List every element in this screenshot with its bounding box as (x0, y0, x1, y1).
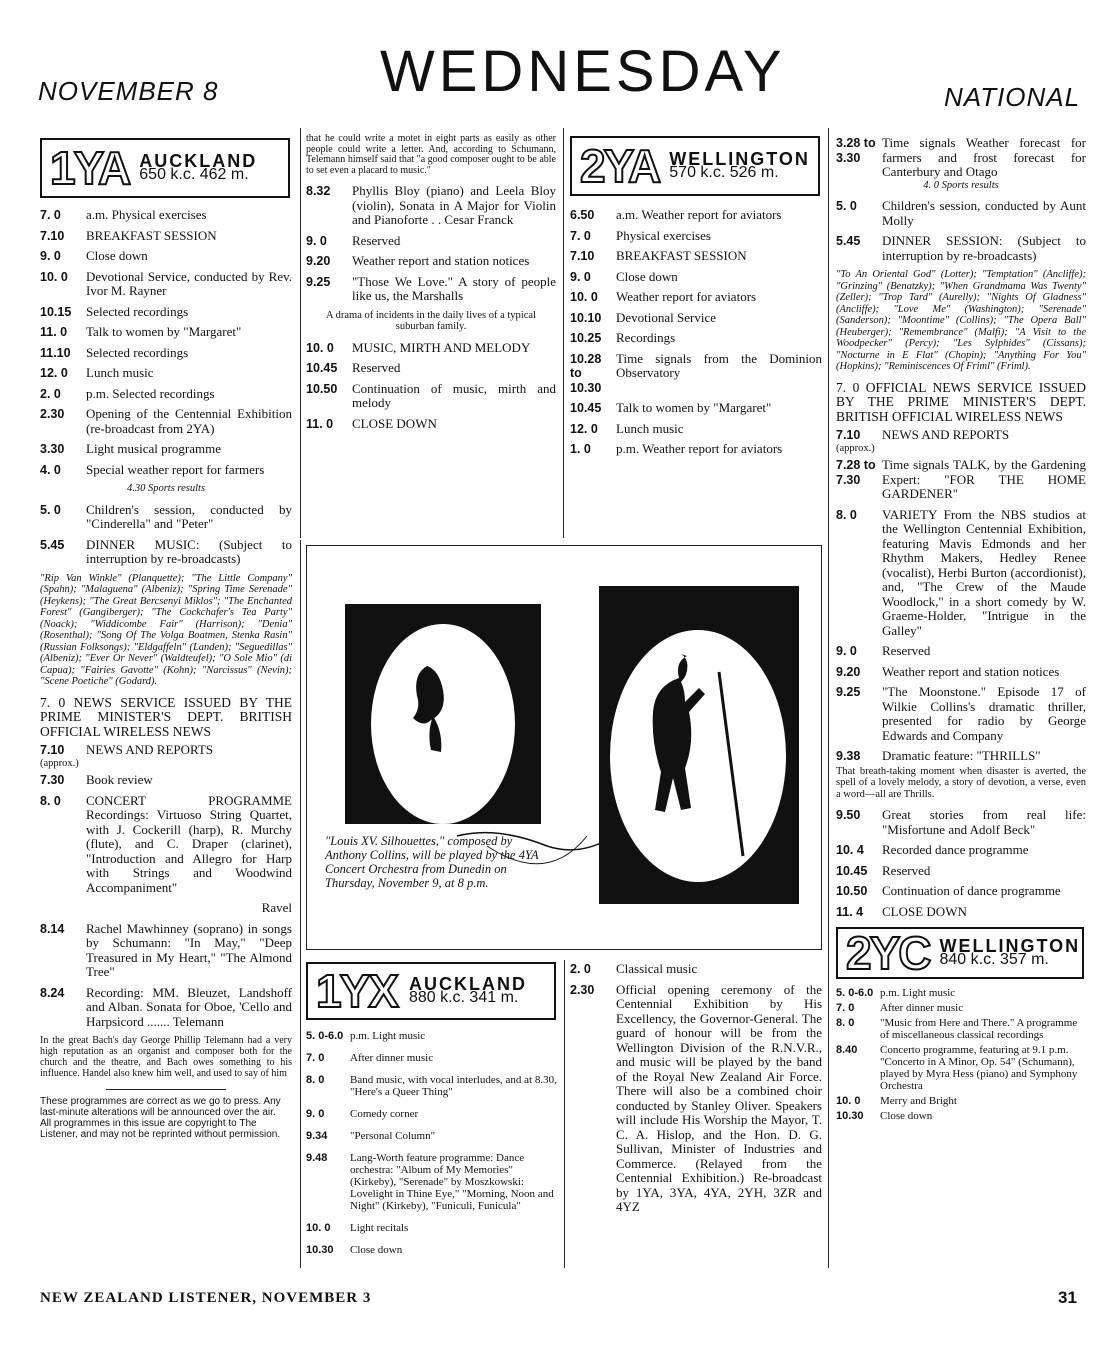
programme-time: 10.45 (570, 401, 602, 415)
programme-item (836, 884, 1086, 899)
bach-note: In the great Bach's day George Phillip Telemann had a very high reputation as an organist and composer both for the church and the theatre, and Bach owes something to his influence. Handel also knew him well, and used to say of him (40, 1035, 292, 1079)
programme-time: 10.30 (306, 1244, 334, 1256)
programme-time: 10. 0 (306, 340, 334, 355)
programme-description: Close down (616, 268, 678, 284)
programme-description: Weather report and station notices (352, 253, 530, 268)
news-service: 7. 0 OFFICIAL NEWS SERVICE ISSUED BY THE PRIME MINISTER'S DEPT. BRITISH OFFICIAL WIRELESS NEWS (836, 379, 1086, 424)
programme-item (836, 749, 1086, 764)
programme-item (306, 1074, 558, 1098)
footer-publication: NEW ZEALAND LISTENER, NOVEMBER 3 (40, 1290, 372, 1306)
programme-item (836, 864, 1086, 879)
programme-item (836, 1095, 1086, 1107)
programme-description: Recording: MM. Bleuzet, Landshoff and Alban. Sonata for Oboe, 'Cello and Harpsicord ....... Telemann (86, 984, 292, 1029)
programme-time: 9.38 (836, 749, 861, 763)
programme-time: 8. 0 (306, 1074, 325, 1086)
programme-time: 8. 0 (836, 1017, 855, 1029)
programme-description: Phyllis Bloy (piano) and Leela Bloy (violin), Sonata in A Major for Violin and Pianoforte . . Cesar Franck (352, 183, 556, 227)
programme-description: "Music from Here and There." A programme of miscellaneous classical recordings (880, 1017, 1078, 1041)
programme-time: 12. 0 (40, 366, 68, 380)
station-frequency: 840 k.c. 357 m. (939, 951, 1049, 968)
programme-item (40, 366, 292, 381)
programme-time: 12. 0 (570, 421, 598, 436)
programme-description: Rachel Mawhinney (soprano) in songs by Schumann: "In May," "Deep Treasured in My Heart," "The Almond Tree" (86, 920, 292, 979)
programme-time: 9.20 (836, 664, 861, 679)
programme-time: 10. 0 (836, 1095, 861, 1107)
programme-description: BREAKFAST SESSION (86, 227, 217, 243)
programme-description: Reserved (352, 360, 401, 375)
programme-description: DINNER SESSION: (Subject to interruption by re-broadcasts) (882, 233, 1086, 263)
station-box-1ya (40, 138, 290, 198)
programme-description: Selected recordings (86, 344, 189, 360)
programme-time: 9.48 (306, 1152, 328, 1164)
programme-description: NEWS AND REPORTS (882, 427, 1010, 442)
programme-description: Reserved (882, 643, 931, 658)
programme-time: 10.28 to 10.30 (570, 351, 602, 395)
programme-item (40, 407, 292, 436)
programme-item (40, 346, 292, 361)
programme-item (40, 229, 292, 244)
footnote-correct: These programmes are correct as we go to press. Any last-minute alterations will be announced over the air. (40, 1096, 281, 1118)
programme-description: CLOSE DOWN (882, 903, 967, 919)
programme-description: After dinner music (350, 1052, 434, 1064)
telemann-note: that he could write a motet in eight parts as easily as other people could write a letter. And, according to Schumann, Telemann himself said that "a good composer ought to be able to set even a placard to music." (306, 133, 556, 176)
programme-time (40, 901, 86, 916)
page-number: 31 (1058, 1288, 1077, 1307)
programme-description: a.m. Weather report for aviators (616, 207, 782, 222)
programme-item (40, 794, 292, 896)
programme-time: 10. 0 (40, 269, 68, 284)
station-name: WELLINGTON (669, 148, 810, 169)
programme-time: 5.45 (40, 537, 65, 552)
programme-item (836, 644, 1086, 659)
programme-item (836, 665, 1086, 680)
station-logo: 1YX (316, 965, 397, 1017)
programme-description: Reserved (352, 232, 401, 248)
programme-time: 10.10 (570, 310, 602, 325)
illustration-caption: "Louis XV. Silhouettes," composed by Anthony Collins, will be played by the 4YA Concert Orchestra from Dunedin on Thursday, November 9, at 8 p.m. (325, 834, 539, 890)
programme-item (836, 458, 1086, 502)
programme-time: 8.32 (306, 184, 331, 198)
programme-description: "The Moonstone." Episode 17 of Wilkie Collins's dramatic thriller, presented for radio by George Edwards and Company (882, 684, 1086, 743)
programme-item (836, 808, 1086, 837)
station-logo: 2YC (846, 927, 930, 979)
programme-item (40, 743, 292, 758)
programme-item (836, 1044, 1086, 1092)
footnote-copyright: All programmes in this issue are copyright to The Listener, and may not be reprinted without permission. (40, 1118, 281, 1140)
programme-item (570, 983, 822, 1215)
programme-description: Official opening ceremony of the Centennial Exhibition by His Excellency, the Governor-General. The guard of honour will be from the Wellington Division of the R.N.V.R., and music will be played by the band of the Royal New Zealand Air Force. There will also be a combined choir conducted by Stanley Oliver. Speakers will include His Worship the Mayor, T. C. A. Hislop, and the Hon. D. G. Sullivan, Minister of Industries and Commerce. (Relayed from the Centennial Exhibition.) Re-broadcast by 1YA, 3YA, 4YA, 2YH, 3ZR and 4YZ (616, 981, 822, 1214)
programme-time: 11. 0 (40, 325, 68, 339)
approx-label: (approx.) (40, 757, 79, 769)
programme-time: 9. 0 (306, 1108, 325, 1120)
column-1ya-continued (306, 132, 556, 437)
programme-description: Recorded dance programme (882, 842, 1029, 857)
station-box-2ya (570, 136, 820, 196)
programme-description: Ravel (261, 900, 292, 915)
programme-time: 9.34 (306, 1130, 328, 1142)
programme-time: 8.14 (40, 921, 65, 936)
programme-time: 9. 0 (570, 269, 591, 284)
programme-item (40, 922, 292, 980)
programme-description: Devotional Service, conducted by Rev. Ivor M. Rayner (86, 268, 292, 298)
programme-time: 10.25 (570, 331, 602, 345)
programme-time: 9.25 (306, 274, 331, 289)
column-rule (300, 540, 301, 1268)
programme-item (570, 331, 822, 346)
programme-time: 10.15 (40, 304, 72, 319)
programme-description: Children's session, conducted by Aunt Molly (882, 198, 1086, 228)
station-frequency: 880 k.c. 341 m. (408, 989, 519, 1006)
column-1yx-auckland (40, 138, 292, 1140)
programme-time: 9. 0 (40, 249, 61, 263)
programme-description: Light recitals (350, 1222, 409, 1234)
sports-results: 4. 0 Sports results (923, 179, 999, 191)
programme-item (570, 352, 822, 396)
programme-description: Close down (86, 248, 148, 263)
drama-note: A drama of incidents in the daily lives of a typical suburban family. (326, 309, 536, 332)
programme-item (306, 1030, 558, 1042)
programme-description: Recordings (616, 330, 676, 345)
programme-time: 7. 0 (40, 208, 61, 222)
programme-description: Time signals Weather forecast for farmers and frost forecast for Canterbury and Otago (882, 135, 1086, 179)
programme-item (306, 382, 556, 411)
programme-description: Selected recordings (86, 303, 189, 319)
programme-item (570, 249, 822, 264)
column-rule (300, 128, 301, 538)
programme-time: 11. 4 (836, 904, 864, 919)
programme-item (836, 428, 1086, 443)
programme-time: 5. 0-6.0 (306, 1030, 344, 1042)
programme-time: 9. 0 (836, 644, 857, 658)
programme-item (306, 1244, 558, 1256)
programme-time: 3.30 (40, 442, 65, 456)
programme-description: CONCERT PROGRAMME Recordings: Virtuoso String Quartet, with J. Cockerill (harp), R. Murchy (flute), and C. Draper (clarinet), "Introduction and Allegro for Harp with Strings and Woodwind Accompaniment" (86, 792, 292, 895)
station-frequency: 570 k.c. 526 m. (669, 164, 779, 181)
news-service: 7. 0 NEWS SERVICE ISSUED BY THE PRIME MINISTER'S DEPT. BRITISH OFFICIAL WIRELESS NEWS (40, 694, 292, 739)
programme-item (570, 311, 822, 326)
divider (106, 1089, 226, 1090)
station-name: AUCKLAND (139, 150, 258, 171)
programme-time: 2. 0 (40, 386, 61, 401)
programme-item (306, 1152, 558, 1212)
programme-item (40, 325, 292, 340)
approx-label: (approx.) (836, 442, 875, 454)
programme-item (836, 685, 1086, 743)
programme-description: Continuation of dance programme (882, 883, 1061, 898)
programme-description: Close down (880, 1110, 933, 1122)
programme-description: Time signals from the Dominion Observatory (616, 350, 822, 380)
column-2ya-afternoon (570, 962, 822, 1221)
programme-item (836, 1110, 1086, 1122)
programme-description: Lunch music (616, 420, 684, 436)
programme-item (570, 442, 822, 457)
programme-time: 9.50 (836, 808, 861, 822)
programme-description: p.m. Light music (350, 1030, 426, 1042)
programme-description: Weather report for aviators (616, 289, 757, 304)
programme-time: 7.10 (836, 428, 861, 442)
programme-item (836, 843, 1086, 858)
programme-time: 3.28 to 3.30 (836, 136, 876, 165)
programme-item (40, 773, 292, 788)
programme-description: CLOSE DOWN (352, 415, 437, 431)
programme-item (306, 1052, 558, 1064)
dinner-music-list: "Rip Van Winkle" (Planquette); "The Little Company" (Spahn); "Malaguena" (Albeniz); "Spring Time Serenade" (Heykens); "The Great Bercsenyi Miklos"; "The Enchanted Forest" (Gangiberger); "The Cockchafer's Tea Party" (Noack); "Widdicombe Fair" (Harrison); "Denia" (Rosenthal); "Song Of The Volga Boatmen, Stenka Rasin" (Russian Folksongs); "Eldgaffeln" (Landen); "Seguedillas" (Albeniz); "Ever Or Never" (Waldteufel); "O Sole Mio" (di Capua); "Fairies Gavotte" (Kohn); "Narcissus" (Nevin); "Scene Poetiche" (Godard). (40, 572, 292, 687)
programme-time: 10. 0 (306, 1222, 331, 1234)
programme-time: 5. 0 (836, 199, 857, 213)
programme-description: MUSIC, MIRTH AND MELODY (352, 339, 531, 355)
programme-description: Reserved (882, 862, 931, 878)
programme-description: Talk to women by "Margaret" (616, 400, 772, 415)
programme-item (570, 401, 822, 416)
programme-description: Dramatic feature: "THRILLS" (882, 748, 1041, 763)
programme-description: Devotional Service (616, 309, 716, 325)
programme-time: 11. 0 (306, 416, 334, 431)
programme-time: 10. 4 (836, 843, 864, 857)
column-rule (828, 128, 829, 1268)
programme-description: Continuation of music, mirth and melody (352, 380, 556, 410)
programme-time: 8.24 (40, 985, 65, 1000)
programme-time: 8.40 (836, 1044, 858, 1056)
illustration-frame (306, 545, 822, 950)
programme-item (836, 508, 1086, 639)
station-logo: 1YA (50, 142, 130, 194)
programme-item (836, 199, 1086, 228)
programme-time: 9.25 (836, 685, 861, 699)
programme-item (40, 986, 292, 1030)
programme-time: 5. 0-6.0 (836, 987, 874, 999)
station-box-1yx (306, 962, 556, 1020)
dinner-session-list: "To An Oriental God" (Lotter); "Temptation" (Ancliffe); "Grinzing" (Benatzky); "When Grandmama Was Twenty" (Zeller); "Trop Tard" (Aurelly); "Nights Of Gladness" (Ancliffe); "Love Me" (Washington); "Serenade" (Sanderson); "Moontime" (Collins); "The Opera Ball" (Heuberger); "Remembrance" (Malfi); "A Visit to the Woodpecker" (Percy); "Les Sylphides" (Cissans); "Nocturne in E Flat" (Chopin); "Anything For You" (Hopkins); "Reminiscences Of Friml" (Friml). (836, 269, 1086, 372)
programme-description: Comedy corner (350, 1108, 419, 1120)
column-2ya-evening (836, 136, 1086, 1125)
programme-time: 10.30 (836, 1110, 864, 1122)
station-logo: 2YA (580, 140, 660, 192)
programme-item (306, 341, 556, 356)
station-name: AUCKLAND (408, 973, 527, 994)
programme-item (40, 208, 292, 223)
programme-item (306, 184, 556, 228)
programme-item (570, 208, 822, 223)
thrills-note: That breath-taking moment when disaster is averted, the spell of a lovely melody, a story of devotion, a verse, even a word—all are Thrills. (836, 765, 1086, 800)
programme-description: Band music, with vocal interludes, and at 8.30, "Here's a Queer Thing" (350, 1074, 557, 1098)
station-name: WELLINGTON (939, 935, 1081, 956)
programme-time: 5. 0 (40, 502, 61, 517)
header-date: NOVEMBER 8 (38, 76, 219, 106)
column-2ya-wellington (570, 136, 822, 463)
programme-time: 7.28 to 7.30 (836, 458, 876, 487)
programme-item (40, 387, 292, 402)
programme-item (306, 1222, 558, 1234)
programme-description: Talk to women by "Margaret" (86, 324, 242, 339)
column-1yx-auckland (306, 962, 558, 1266)
header-network: NATIONAL (944, 82, 1081, 112)
programme-description: Concerto programme, featuring at 9.1 p.m. "Concerto in A Minor, Op. 54" (Schumann), played by Myra Hess (piano) and Symphony Orchestra (880, 1044, 1078, 1092)
station-box-2yc (836, 927, 1084, 979)
programme-time: 7. 0 (306, 1052, 325, 1064)
programme-time: 9.20 (306, 254, 331, 268)
programme-item (306, 254, 556, 269)
programme-item (570, 422, 822, 437)
programme-item (40, 503, 292, 532)
programme-description: Opening of the Centennial Exhibition (re-broadcast from 2YA) (86, 406, 292, 436)
programme-description: DINNER MUSIC: (Subject to interruption by re-broadcasts) (86, 536, 292, 566)
programme-item (836, 136, 1086, 180)
programme-item (40, 463, 292, 478)
programme-description: p.m. Selected recordings (86, 385, 215, 401)
programme-item (306, 234, 556, 249)
programme-time: 9. 0 (306, 233, 327, 248)
programme-time: 10.45 (306, 361, 338, 375)
programme-item (836, 1017, 1086, 1041)
programme-item (836, 905, 1086, 920)
programme-time: 7. 0 (836, 1002, 855, 1014)
programme-time: 7.10 (40, 228, 65, 243)
programme-item (570, 270, 822, 285)
programme-time: 10.45 (836, 863, 868, 878)
programme-item (306, 1108, 558, 1120)
programme-item (306, 275, 556, 304)
programme-item (306, 417, 556, 432)
programme-description: Great stories from real life: "Misfortune and Adolf Beck" (882, 807, 1086, 837)
programme-item (570, 290, 822, 305)
programme-description: Special weather report for farmers (86, 461, 265, 477)
programme-description: Lang-Worth feature programme: Dance orchestra: "Album of My Memories" (Kirkeby), "Serenade" by Moszkowski: Lovelight in Thine Eye," "Morning, Noon and Night" (Kirkeby), "Funiculi, Funicula" (350, 1152, 554, 1212)
programme-description: Time signals TALK, by the Gardening Expert: "FOR THE HOME GARDENER" (882, 457, 1086, 501)
programme-time: 7.30 (40, 773, 65, 787)
programme-time: 7. 0 (570, 228, 591, 243)
programme-item (40, 249, 292, 264)
programme-description: "Personal Column" (350, 1130, 436, 1142)
programme-item (40, 270, 292, 299)
programme-description: Children's session, conducted by "Cinderella" and "Peter" (86, 501, 292, 531)
programme-time: 1. 0 (570, 442, 591, 456)
programme-time: 4. 0 (40, 462, 61, 477)
programme-time: 5.45 (836, 234, 861, 248)
programme-description: NEWS AND REPORTS (86, 742, 214, 757)
programme-description: p.m. Light music (880, 987, 956, 999)
column-rule (563, 128, 564, 538)
programme-item (836, 234, 1086, 263)
programme-time: 2. 0 (570, 962, 591, 976)
programme-description: p.m. Weather report for aviators (616, 441, 783, 456)
programme-item (570, 962, 822, 977)
programme-time: 8. 0 (40, 793, 61, 808)
programme-description: Weather report and station notices (882, 663, 1060, 679)
programme-time: 7.10 (40, 743, 65, 757)
programme-time: 2.30 (40, 407, 65, 421)
programme-description: Close down (350, 1244, 403, 1256)
programme-time: 2.30 (570, 982, 595, 997)
programme-time: 7.10 (570, 249, 595, 263)
programme-item (306, 361, 556, 376)
programme-description: BREAKFAST SESSION (616, 248, 747, 263)
programme-item (570, 229, 822, 244)
programme-description: VARIETY From the NBS studios at the Wellington Centennial Exhibition, featuring Mavis Edmonds and her Rhythm Makers, Hedley Renee (vocalist), Herbi Burton (accordionist), and, "The Crew of the Maude Woodlock," in a short comedy by W. Graeme-Holder, "Intrigue in the Galley" (882, 506, 1086, 638)
programme-time: 10.50 (306, 381, 338, 396)
programme-description: Lunch music (86, 365, 154, 380)
programme-time: 11.10 (40, 345, 71, 360)
programme-item (306, 1130, 558, 1142)
header-day: WEDNESDAY (380, 39, 786, 104)
programme-item (836, 1002, 1086, 1014)
programme-description: After dinner music (880, 1002, 964, 1014)
programme-time: 10.50 (836, 884, 868, 898)
programme-description: Merry and Bright (880, 1095, 957, 1107)
programme-description: Light musical programme (86, 441, 222, 456)
programme-time: 10. 0 (570, 290, 598, 304)
programme-item (40, 305, 292, 320)
programme-description: Physical exercises (616, 227, 711, 243)
programme-item (40, 901, 292, 916)
sports-results: 4.30 Sports results (126, 483, 206, 494)
programme-description: a.m. Physical exercises (86, 207, 207, 222)
programme-item (40, 538, 292, 567)
programme-time: 6.50 (570, 208, 595, 222)
programme-item (40, 442, 292, 457)
programme-description: "Those We Love." A story of people like us, the Marshalls (352, 273, 556, 303)
programme-description: Book review (86, 772, 153, 787)
column-rule (564, 960, 565, 1268)
station-frequency: 650 k.c. 462 m. (139, 166, 249, 183)
programme-time: 8. 0 (836, 507, 857, 522)
programme-item (836, 987, 1086, 999)
programme-description: Classical music (616, 961, 698, 976)
